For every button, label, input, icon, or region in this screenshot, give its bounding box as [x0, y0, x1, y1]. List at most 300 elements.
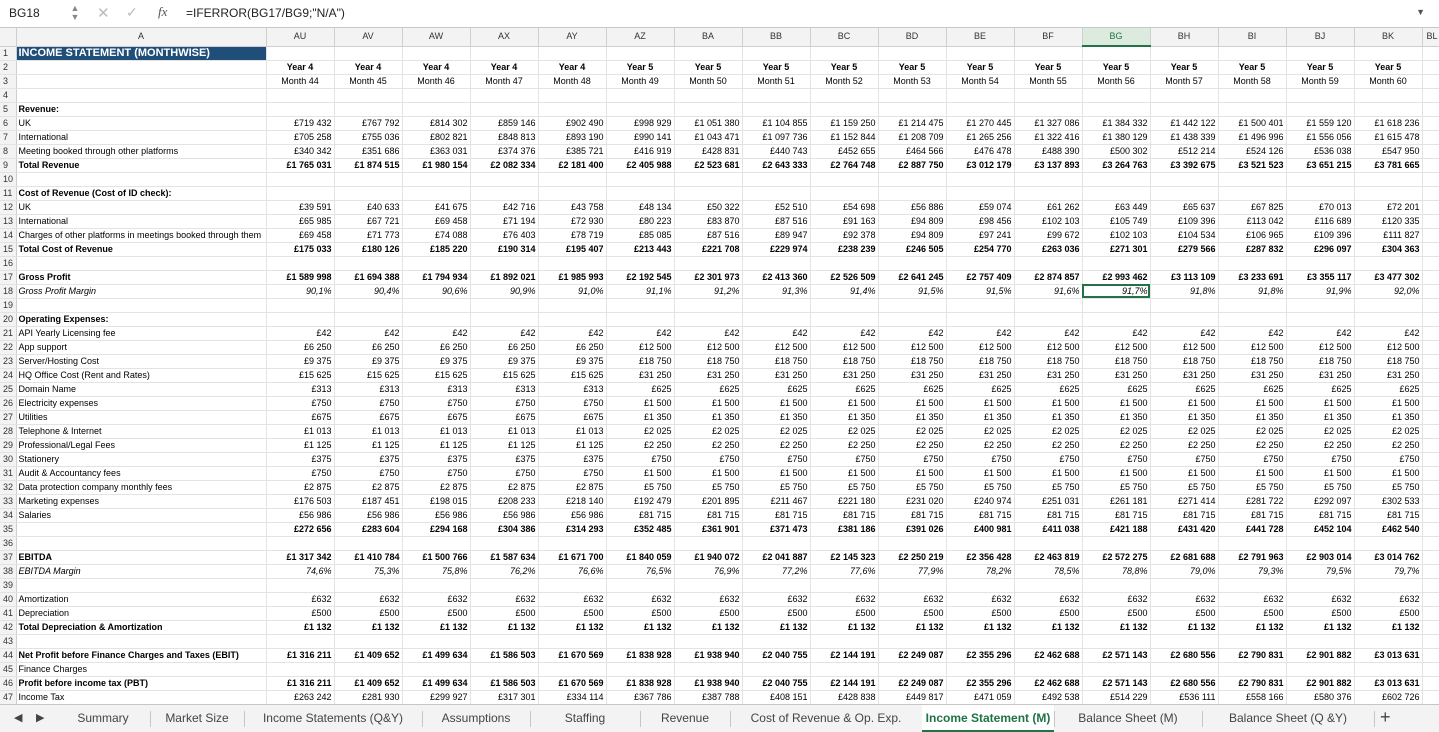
value-cell[interactable]: £2 250 [606, 438, 674, 452]
value-cell[interactable]: £9 375 [470, 354, 538, 368]
value-cell[interactable]: £31 250 [606, 368, 674, 382]
value-cell[interactable]: £1 132 [606, 620, 674, 634]
value-cell[interactable]: £2 025 [1082, 424, 1150, 438]
row-label-cell[interactable]: Finance Charges [16, 662, 266, 676]
value-cell[interactable] [402, 298, 470, 312]
value-cell[interactable]: £1 496 996 [1218, 130, 1286, 144]
value-cell[interactable]: £65 985 [266, 214, 334, 228]
value-cell[interactable]: £2 571 143 [1082, 676, 1150, 690]
value-cell[interactable]: £500 302 [1082, 144, 1150, 158]
row-label-cell[interactable] [16, 60, 266, 74]
value-cell[interactable]: £1 350 [810, 410, 878, 424]
value-cell[interactable]: £2 144 191 [810, 648, 878, 662]
value-cell[interactable]: £3 477 302 [1354, 270, 1422, 284]
value-cell[interactable]: £304 363 [1354, 242, 1422, 256]
column-header[interactable]: AX [470, 28, 538, 46]
value-cell[interactable]: 76,2% [470, 564, 538, 578]
row-label-cell[interactable]: Domain Name [16, 382, 266, 396]
value-cell[interactable]: £81 715 [1150, 508, 1218, 522]
value-cell[interactable]: £238 239 [810, 242, 878, 256]
value-cell[interactable]: £750 [1014, 452, 1082, 466]
value-cell[interactable] [606, 312, 674, 326]
row-header[interactable]: 41 [0, 606, 16, 620]
value-cell[interactable]: £198 015 [402, 494, 470, 508]
value-cell[interactable]: £42 [1082, 326, 1150, 340]
value-cell[interactable]: £750 [402, 466, 470, 480]
value-cell[interactable]: £2 901 882 [1286, 648, 1354, 662]
value-cell[interactable] [1150, 172, 1218, 186]
value-cell[interactable]: 78,2% [946, 564, 1014, 578]
value-cell[interactable]: £500 [402, 606, 470, 620]
value-cell[interactable] [538, 186, 606, 200]
value-cell[interactable]: £56 886 [878, 200, 946, 214]
value-cell[interactable]: 77,9% [878, 564, 946, 578]
value-cell[interactable] [470, 536, 538, 550]
row-header[interactable]: 18 [0, 284, 16, 298]
value-cell[interactable]: £1 132 [946, 620, 1014, 634]
value-cell[interactable] [402, 578, 470, 592]
value-cell[interactable]: £1 043 471 [674, 130, 742, 144]
value-cell[interactable] [674, 536, 742, 550]
row-header[interactable]: 21 [0, 326, 16, 340]
value-cell[interactable] [810, 256, 878, 270]
value-cell[interactable]: £2 082 334 [470, 158, 538, 172]
value-cell[interactable] [878, 312, 946, 326]
row-header[interactable]: 30 [0, 452, 16, 466]
value-cell[interactable] [1218, 578, 1286, 592]
value-cell[interactable] [1422, 690, 1439, 704]
value-cell[interactable] [402, 312, 470, 326]
value-cell[interactable]: £18 750 [742, 354, 810, 368]
value-cell[interactable]: £98 456 [946, 214, 1014, 228]
value-cell[interactable]: £3 264 763 [1082, 158, 1150, 172]
value-cell[interactable] [266, 634, 334, 648]
row-header[interactable]: 25 [0, 382, 16, 396]
row-header[interactable]: 6 [0, 116, 16, 130]
value-cell[interactable]: £15 625 [538, 368, 606, 382]
value-cell[interactable] [946, 102, 1014, 116]
value-cell[interactable] [1354, 172, 1422, 186]
value-cell[interactable] [1354, 88, 1422, 102]
value-cell[interactable]: Year 4 [470, 60, 538, 74]
value-cell[interactable]: £2 181 400 [538, 158, 606, 172]
value-cell[interactable]: Year 5 [1286, 60, 1354, 74]
value-cell[interactable]: £2 874 857 [1014, 270, 1082, 284]
value-cell[interactable]: £2 903 014 [1286, 550, 1354, 564]
value-cell[interactable]: £201 895 [674, 494, 742, 508]
value-cell[interactable]: £42 [878, 326, 946, 340]
value-cell[interactable] [1422, 284, 1439, 298]
value-cell[interactable]: £5 750 [1218, 480, 1286, 494]
value-cell[interactable]: £5 750 [810, 480, 878, 494]
value-cell[interactable]: £2 356 428 [946, 550, 1014, 564]
row-header[interactable]: 35 [0, 522, 16, 536]
value-cell[interactable] [402, 536, 470, 550]
value-cell[interactable]: £1 132 [1014, 620, 1082, 634]
row-header[interactable]: 39 [0, 578, 16, 592]
value-cell[interactable]: £705 258 [266, 130, 334, 144]
row-label-cell[interactable] [16, 256, 266, 270]
value-cell[interactable] [1286, 256, 1354, 270]
value-cell[interactable]: £2 355 296 [946, 648, 1014, 662]
value-cell[interactable] [1422, 438, 1439, 452]
value-cell[interactable] [1014, 256, 1082, 270]
value-cell[interactable]: £263 242 [266, 690, 334, 704]
value-cell[interactable]: £750 [1082, 452, 1150, 466]
value-cell[interactable]: £1 500 [742, 466, 810, 480]
value-cell[interactable] [470, 46, 538, 60]
value-cell[interactable]: £1 384 332 [1082, 116, 1150, 130]
value-cell[interactable] [742, 256, 810, 270]
value-cell[interactable]: £12 500 [1354, 340, 1422, 354]
row-header[interactable]: 36 [0, 536, 16, 550]
value-cell[interactable]: £632 [402, 592, 470, 606]
row-header[interactable]: 8 [0, 144, 16, 158]
value-cell[interactable]: £500 [606, 606, 674, 620]
value-cell[interactable]: £12 500 [810, 340, 878, 354]
value-cell[interactable]: £116 689 [1286, 214, 1354, 228]
value-cell[interactable]: £302 533 [1354, 494, 1422, 508]
value-cell[interactable]: Month 59 [1286, 74, 1354, 88]
value-cell[interactable]: 79,5% [1286, 564, 1354, 578]
value-cell[interactable]: £185 220 [402, 242, 470, 256]
row-header[interactable]: 38 [0, 564, 16, 578]
value-cell[interactable]: £40 633 [334, 200, 402, 214]
value-cell[interactable]: £31 250 [742, 368, 810, 382]
column-header[interactable]: AW [402, 28, 470, 46]
row-header[interactable]: 47 [0, 690, 16, 704]
value-cell[interactable] [1286, 88, 1354, 102]
value-cell[interactable] [538, 578, 606, 592]
value-cell[interactable] [1422, 340, 1439, 354]
value-cell[interactable]: £1 125 [266, 438, 334, 452]
value-cell[interactable]: £1 265 256 [946, 130, 1014, 144]
row-header[interactable]: 19 [0, 298, 16, 312]
value-cell[interactable]: £5 750 [742, 480, 810, 494]
value-cell[interactable]: £1 500 [674, 396, 742, 410]
value-cell[interactable] [878, 536, 946, 550]
value-cell[interactable] [1354, 634, 1422, 648]
value-cell[interactable]: £313 [334, 382, 402, 396]
row-header[interactable]: 24 [0, 368, 16, 382]
row-label-cell[interactable]: Total Depreciation & Amortization [16, 620, 266, 634]
value-cell[interactable]: £625 [1218, 382, 1286, 396]
column-header[interactable]: BG [1082, 28, 1150, 46]
value-cell[interactable]: £1 104 855 [742, 116, 810, 130]
value-cell[interactable]: £1 940 072 [674, 550, 742, 564]
value-cell[interactable] [674, 186, 742, 200]
value-cell[interactable] [1422, 634, 1439, 648]
value-cell[interactable]: £374 376 [470, 144, 538, 158]
value-cell[interactable]: £42 [742, 326, 810, 340]
value-cell[interactable]: £6 250 [402, 340, 470, 354]
value-cell[interactable]: Month 47 [470, 74, 538, 88]
value-cell[interactable] [402, 662, 470, 676]
value-cell[interactable]: £2 025 [878, 424, 946, 438]
value-cell[interactable]: Year 5 [742, 60, 810, 74]
row-label-cell[interactable]: Revenue: [16, 102, 266, 116]
value-cell[interactable] [1286, 46, 1354, 60]
value-cell[interactable]: £476 478 [946, 144, 1014, 158]
value-cell[interactable]: 91,3% [742, 284, 810, 298]
value-cell[interactable] [1150, 102, 1218, 116]
value-cell[interactable]: £81 715 [1082, 508, 1150, 522]
value-cell[interactable]: £1 409 652 [334, 676, 402, 690]
value-cell[interactable] [810, 298, 878, 312]
row-label-cell[interactable]: Cost of Revenue (Cost of ID check): [16, 186, 266, 200]
value-cell[interactable] [1082, 186, 1150, 200]
row-label-cell[interactable] [16, 578, 266, 592]
value-cell[interactable] [674, 172, 742, 186]
value-cell[interactable] [1218, 634, 1286, 648]
value-cell[interactable]: £48 134 [606, 200, 674, 214]
value-cell[interactable]: Month 53 [878, 74, 946, 88]
column-header[interactable]: BJ [1286, 28, 1354, 46]
value-cell[interactable]: £464 566 [878, 144, 946, 158]
value-cell[interactable]: £59 074 [946, 200, 1014, 214]
value-cell[interactable]: £1 500 [674, 466, 742, 480]
value-cell[interactable]: £893 190 [538, 130, 606, 144]
value-cell[interactable]: £1 132 [878, 620, 946, 634]
value-cell[interactable] [810, 88, 878, 102]
value-cell[interactable]: 79,0% [1150, 564, 1218, 578]
value-cell[interactable]: £56 986 [266, 508, 334, 522]
value-cell[interactable]: £1 317 342 [266, 550, 334, 564]
value-cell[interactable]: £1 132 [334, 620, 402, 634]
value-cell[interactable]: £1 794 934 [402, 270, 470, 284]
value-cell[interactable] [1150, 634, 1218, 648]
value-cell[interactable]: 90,9% [470, 284, 538, 298]
value-cell[interactable] [1354, 102, 1422, 116]
value-cell[interactable]: £18 750 [1150, 354, 1218, 368]
sheet-tab[interactable]: Income Statement (M) [922, 705, 1054, 732]
value-cell[interactable]: £1 132 [266, 620, 334, 634]
value-cell[interactable]: £5 750 [1286, 480, 1354, 494]
row-label-cell[interactable] [16, 74, 266, 88]
value-cell[interactable]: £12 500 [1014, 340, 1082, 354]
value-cell[interactable]: £452 104 [1286, 522, 1354, 536]
value-cell[interactable]: £261 181 [1082, 494, 1150, 508]
sheet-tab[interactable]: Balance Sheet (M) [1078, 711, 1178, 725]
value-cell[interactable]: £5 750 [674, 480, 742, 494]
value-cell[interactable]: £12 500 [1286, 340, 1354, 354]
row-header[interactable]: 12 [0, 200, 16, 214]
value-cell[interactable]: £750 [878, 452, 946, 466]
row-label-cell[interactable]: Total Cost of Revenue [16, 242, 266, 256]
value-cell[interactable]: £375 [470, 452, 538, 466]
value-cell[interactable]: £1 500 [606, 396, 674, 410]
value-cell[interactable]: £1 587 634 [470, 550, 538, 564]
value-cell[interactable]: £97 241 [946, 228, 1014, 242]
value-cell[interactable]: £81 715 [1354, 508, 1422, 522]
value-cell[interactable]: £76 403 [470, 228, 538, 242]
value-cell[interactable] [266, 102, 334, 116]
value-cell[interactable]: £371 473 [742, 522, 810, 536]
row-label-cell[interactable]: INCOME STATEMENT (MONTHWISE) [16, 46, 266, 60]
value-cell[interactable]: Month 55 [1014, 74, 1082, 88]
value-cell[interactable] [1082, 298, 1150, 312]
value-cell[interactable]: £187 451 [334, 494, 402, 508]
value-cell[interactable]: Year 4 [538, 60, 606, 74]
value-cell[interactable] [1218, 536, 1286, 550]
value-cell[interactable] [742, 46, 810, 60]
value-cell[interactable]: Month 50 [674, 74, 742, 88]
value-cell[interactable]: £41 675 [402, 200, 470, 214]
value-cell[interactable]: £106 965 [1218, 228, 1286, 242]
value-cell[interactable] [1150, 298, 1218, 312]
value-cell[interactable]: Year 5 [810, 60, 878, 74]
value-cell[interactable]: £2 025 [1218, 424, 1286, 438]
value-cell[interactable]: £31 250 [810, 368, 878, 382]
value-cell[interactable] [810, 172, 878, 186]
value-cell[interactable]: £802 821 [402, 130, 470, 144]
row-label-cell[interactable]: International [16, 130, 266, 144]
value-cell[interactable]: £2 249 087 [878, 648, 946, 662]
value-cell[interactable] [1082, 256, 1150, 270]
value-cell[interactable] [470, 186, 538, 200]
value-cell[interactable]: Month 56 [1082, 74, 1150, 88]
value-cell[interactable]: £632 [1014, 592, 1082, 606]
value-cell[interactable] [1150, 46, 1218, 60]
row-header[interactable]: 7 [0, 130, 16, 144]
value-cell[interactable]: Year 4 [334, 60, 402, 74]
value-cell[interactable]: £1 410 784 [334, 550, 402, 564]
sheet-tab[interactable]: Staffing [564, 711, 606, 725]
value-cell[interactable] [1422, 508, 1439, 522]
value-cell[interactable]: 91,0% [538, 284, 606, 298]
value-cell[interactable] [266, 536, 334, 550]
value-cell[interactable]: £440 743 [742, 144, 810, 158]
value-cell[interactable]: £352 485 [606, 522, 674, 536]
value-cell[interactable]: £1 013 [470, 424, 538, 438]
value-cell[interactable]: 76,6% [538, 564, 606, 578]
value-cell[interactable] [402, 186, 470, 200]
value-cell[interactable]: Year 5 [674, 60, 742, 74]
value-cell[interactable]: £1 125 [334, 438, 402, 452]
value-cell[interactable]: £42 [1014, 326, 1082, 340]
value-cell[interactable]: £1 586 503 [470, 648, 538, 662]
value-cell[interactable]: £81 715 [1286, 508, 1354, 522]
value-cell[interactable]: £1 350 [1082, 410, 1150, 424]
row-label-cell[interactable]: Server/Hosting Cost [16, 354, 266, 368]
value-cell[interactable] [1422, 186, 1439, 200]
value-cell[interactable]: £500 [742, 606, 810, 620]
value-cell[interactable]: £375 [538, 452, 606, 466]
value-cell[interactable] [810, 536, 878, 550]
value-cell[interactable]: £625 [1150, 382, 1218, 396]
column-header[interactable]: AU [266, 28, 334, 46]
value-cell[interactable]: £750 [266, 396, 334, 410]
value-cell[interactable]: £2 250 219 [878, 550, 946, 564]
value-cell[interactable]: £428 838 [810, 690, 878, 704]
sheet-tab[interactable]: Market Size [165, 711, 229, 725]
value-cell[interactable]: £2 145 323 [810, 550, 878, 564]
value-cell[interactable]: £750 [1286, 452, 1354, 466]
value-cell[interactable]: £218 140 [538, 494, 606, 508]
value-cell[interactable]: £42 [334, 326, 402, 340]
value-cell[interactable]: £1 500 [606, 466, 674, 480]
value-cell[interactable]: £428 831 [674, 144, 742, 158]
row-header[interactable]: 22 [0, 340, 16, 354]
value-cell[interactable]: £89 947 [742, 228, 810, 242]
value-cell[interactable] [742, 312, 810, 326]
value-cell[interactable]: £1 500 [878, 396, 946, 410]
value-cell[interactable]: £67 721 [334, 214, 402, 228]
row-header[interactable]: 44 [0, 648, 16, 662]
row-label-cell[interactable]: EBITDA [16, 550, 266, 564]
value-cell[interactable]: £632 [742, 592, 810, 606]
value-cell[interactable]: £814 302 [402, 116, 470, 130]
value-cell[interactable]: £1 694 388 [334, 270, 402, 284]
value-cell[interactable]: 90,1% [266, 284, 334, 298]
value-cell[interactable] [1422, 312, 1439, 326]
value-cell[interactable] [470, 578, 538, 592]
value-cell[interactable]: £71 773 [334, 228, 402, 242]
value-cell[interactable] [470, 298, 538, 312]
value-cell[interactable]: £2 025 [1014, 424, 1082, 438]
value-cell[interactable]: £2 144 191 [810, 676, 878, 690]
value-cell[interactable]: £1 132 [1082, 620, 1150, 634]
value-cell[interactable] [1422, 578, 1439, 592]
value-cell[interactable]: £18 750 [1082, 354, 1150, 368]
value-cell[interactable] [1354, 578, 1422, 592]
value-cell[interactable]: £375 [402, 452, 470, 466]
value-cell[interactable]: £12 500 [606, 340, 674, 354]
value-cell[interactable]: £81 715 [810, 508, 878, 522]
value-cell[interactable]: £56 986 [334, 508, 402, 522]
value-cell[interactable]: £391 026 [878, 522, 946, 536]
value-cell[interactable] [878, 46, 946, 60]
value-cell[interactable]: £39 591 [266, 200, 334, 214]
value-cell[interactable] [266, 298, 334, 312]
row-label-cell[interactable] [16, 88, 266, 102]
value-cell[interactable]: £263 036 [1014, 242, 1082, 256]
value-cell[interactable]: £750 [946, 452, 1014, 466]
value-cell[interactable]: £9 375 [538, 354, 606, 368]
value-cell[interactable]: £902 490 [538, 116, 606, 130]
value-cell[interactable] [878, 186, 946, 200]
value-cell[interactable] [266, 88, 334, 102]
value-cell[interactable]: £195 407 [538, 242, 606, 256]
row-label-cell[interactable]: Data protection company monthly fees [16, 480, 266, 494]
value-cell[interactable]: £15 625 [334, 368, 402, 382]
value-cell[interactable]: £42 [538, 326, 606, 340]
value-cell[interactable]: £998 929 [606, 116, 674, 130]
value-cell[interactable]: 75,8% [402, 564, 470, 578]
value-cell[interactable]: £1 500 [946, 396, 1014, 410]
value-cell[interactable]: £9 375 [402, 354, 470, 368]
value-cell[interactable]: £1 327 086 [1014, 116, 1082, 130]
value-cell[interactable]: 91,8% [1150, 284, 1218, 298]
value-cell[interactable]: £1 615 478 [1354, 130, 1422, 144]
value-cell[interactable]: £1 500 [1150, 396, 1218, 410]
value-cell[interactable]: £2 355 296 [946, 676, 1014, 690]
value-cell[interactable]: £1 765 031 [266, 158, 334, 172]
value-cell[interactable]: £2 875 [266, 480, 334, 494]
row-label-cell[interactable]: Amortization [16, 592, 266, 606]
value-cell[interactable]: Year 5 [606, 60, 674, 74]
value-cell[interactable]: £1 132 [810, 620, 878, 634]
value-cell[interactable]: £87 516 [674, 228, 742, 242]
value-cell[interactable] [1422, 494, 1439, 508]
value-cell[interactable] [1218, 298, 1286, 312]
row-header[interactable]: 31 [0, 466, 16, 480]
value-cell[interactable]: £632 [334, 592, 402, 606]
column-header[interactable]: BI [1218, 28, 1286, 46]
value-cell[interactable]: £2 413 360 [742, 270, 810, 284]
value-cell[interactable]: £81 715 [878, 508, 946, 522]
value-cell[interactable]: £1 442 122 [1150, 116, 1218, 130]
